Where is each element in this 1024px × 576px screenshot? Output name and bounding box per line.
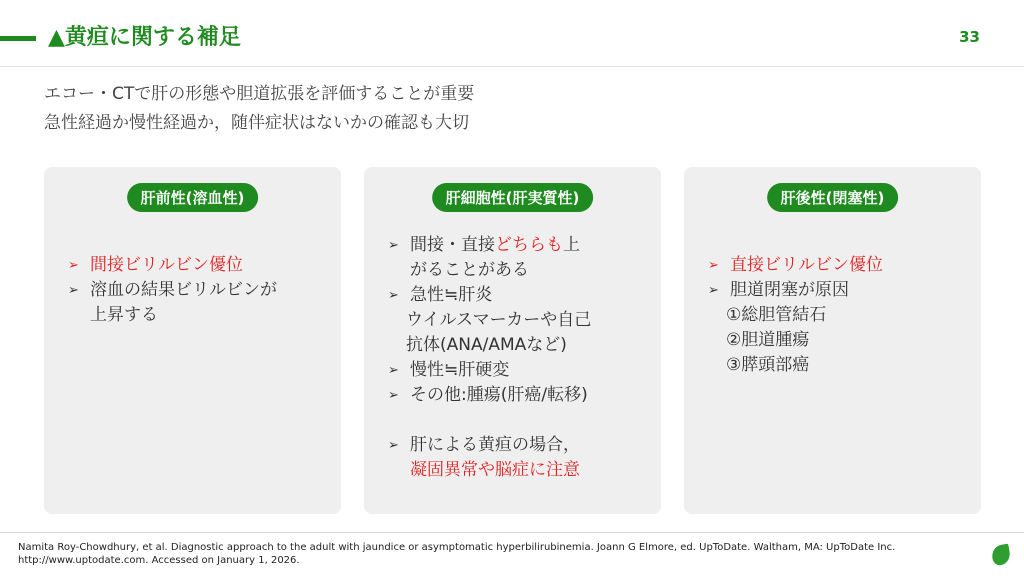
panel-title: 肝前性(溶血性) (127, 183, 259, 212)
sub-list (706, 303, 971, 378)
list-item: ➢ その他:腫瘍(肝癌/転移) (386, 383, 651, 408)
bullet-arrow-icon: ➢ (388, 438, 399, 453)
panel-prehepatic (44, 167, 341, 514)
list-item: ➢ 慢性≒肝硬変 (386, 358, 651, 383)
list-item: ➢ 間接・直接どちらも上 がることがある (388, 235, 580, 280)
sub-item: ①総胆管結石 (726, 305, 827, 325)
list-item: ➢ 肝による黄疸の場合， 凝固異常や脳症に注意 (388, 435, 580, 480)
header-accent-bar (0, 36, 36, 41)
bullet-arrow-icon: ➢ (388, 288, 399, 303)
list-item: ➢ 直接ビリルビン優位 (706, 253, 971, 278)
reference-footnote: Namita Roy-Chowdhury, et al. Diagnostic approach to the adult with jaundice or asymptomatic hyperbilirubinemia. Joann G Elmore, ed. UpToDate. Waltham, MA: UpToDate Inc. http://www.uptodate.com. Accessed on January 1, 2026. (18, 542, 896, 566)
footer-divider (0, 532, 1024, 533)
panel-list (706, 253, 971, 378)
intro-line: 急性経過か慢性経過か，随伴症状はないかの確認も大切 (44, 113, 469, 133)
bullet-arrow-icon: ➢ (68, 283, 79, 298)
panel-posthepatic (684, 167, 981, 514)
sub-item: ②胆道腫瘍 (726, 330, 810, 350)
panel-list (66, 253, 331, 328)
intro-line: エコー・CTで肝の形態や胆道拡張を評価することが重要 (44, 84, 475, 104)
panel-title: 肝後性(閉塞性) (767, 183, 899, 212)
bullet-arrow-icon: ➢ (708, 283, 719, 298)
leaf-logo-icon (990, 544, 1011, 567)
panel-hepatocellular (364, 167, 661, 514)
panel-list (386, 233, 651, 483)
list-item: ➢ 胆道閉塞が原因 (706, 278, 971, 303)
page-title: ▲黄疸に関する補足 (48, 25, 241, 50)
list-item: ➢ 急性≒肝炎 ウイルスマーカーや自己 抗体(ANA/AMAなど) (388, 285, 592, 355)
header-divider (0, 66, 1024, 67)
list-item: ➢ 溶血の結果ビリルビンが 上昇する (68, 280, 277, 325)
list-item: ➢ 間接ビリルビン優位 (66, 253, 331, 278)
bullet-arrow-icon: ➢ (708, 258, 719, 273)
intro-text (44, 80, 474, 138)
page-number: 33 (959, 28, 980, 46)
sub-item: ③膵頭部癌 (726, 355, 810, 375)
bullet-arrow-icon: ➢ (388, 363, 399, 378)
bullet-arrow-icon: ➢ (388, 388, 399, 403)
panel-title: 肝細胞性(肝実質性) (432, 183, 594, 212)
bullet-arrow-icon: ➢ (388, 238, 399, 253)
bullet-arrow-icon: ➢ (68, 258, 79, 273)
